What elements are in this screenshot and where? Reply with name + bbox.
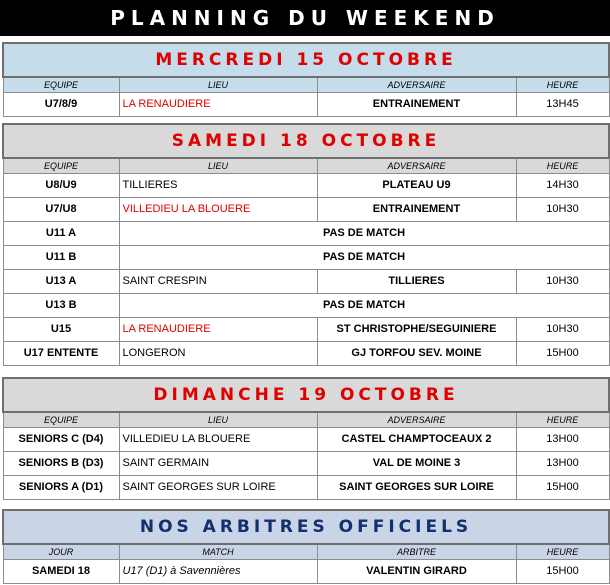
team-cell: U17 ENTENTE (3, 341, 119, 365)
table-row (3, 451, 609, 475)
sunday-table (2, 377, 610, 500)
team-cell: U13 A (3, 269, 119, 293)
time-cell: 15H00 (516, 475, 609, 499)
time-cell: 15H00 (516, 341, 609, 365)
header-heure: HEURE (516, 77, 609, 92)
day-title: SAMEDI 18 OCTOBRE (3, 124, 609, 158)
header-match: MATCH (119, 544, 317, 559)
header-lieu: LIEU (119, 77, 317, 92)
header-heure: HEURE (516, 412, 609, 427)
opponent-cell: GJ TORFOU SEV. MOINE (317, 341, 516, 365)
opponent-cell: SAINT GEORGES SUR LOIRE (317, 475, 516, 499)
day-header-row (3, 124, 609, 158)
header-jour: JOUR (3, 544, 119, 559)
team-cell: U11 B (3, 245, 119, 269)
time-cell: 15H00 (516, 559, 609, 583)
column-header-row (3, 412, 609, 427)
opponent-cell: VAL DE MOINE 3 (317, 451, 516, 475)
day-title: MERCREDI 15 OCTOBRE (3, 43, 609, 77)
table-row (3, 221, 609, 245)
opponent-cell: ST CHRISTOPHE/SEGUINIERE (317, 317, 516, 341)
team-cell: U15 (3, 317, 119, 341)
team-cell: U11 A (3, 221, 119, 245)
time-cell: 13H45 (516, 92, 609, 116)
place-cell: SAINT GERMAIN (119, 451, 317, 475)
day-header-row (3, 378, 609, 412)
place-cell: TILLIERES (119, 173, 317, 197)
place-cell: SAINT CRESPIN (119, 269, 317, 293)
place-cell: LA RENAUDIERE (119, 317, 317, 341)
header-adversaire: ADVERSAIRE (317, 77, 516, 92)
opponent-cell: CASTEL CHAMPTOCEAUX 2 (317, 427, 516, 451)
wednesday-table (2, 42, 610, 117)
header-equipe: EQUIPE (3, 77, 119, 92)
header-adversaire: ADVERSAIRE (317, 158, 516, 173)
referees-table (2, 509, 610, 584)
column-header-row (3, 77, 609, 92)
no-match-cell: PAS DE MATCH (119, 293, 609, 317)
table-row (3, 427, 609, 451)
saturday-table (2, 123, 610, 366)
team-cell: SENIORS A (D1) (3, 475, 119, 499)
header-adversaire: ADVERSAIRE (317, 412, 516, 427)
team-cell: SENIORS B (D3) (3, 451, 119, 475)
day-cell: SAMEDI 18 (3, 559, 119, 583)
table-row (3, 92, 609, 116)
time-cell: 10H30 (516, 197, 609, 221)
no-match-cell: PAS DE MATCH (119, 221, 609, 245)
table-row (3, 173, 609, 197)
time-cell: 14H30 (516, 173, 609, 197)
table-row (3, 245, 609, 269)
team-cell: SENIORS C (D4) (3, 427, 119, 451)
referees-title: NOS ARBITRES OFFICIELS (3, 510, 609, 544)
page-title: PLANNING DU WEEKEND (0, 0, 610, 36)
place-cell: SAINT GEORGES SUR LOIRE (119, 475, 317, 499)
table-row (3, 197, 609, 221)
column-header-row (3, 158, 609, 173)
opponent-cell: PLATEAU U9 (317, 173, 516, 197)
header-lieu: LIEU (119, 158, 317, 173)
match-cell: U17 (D1) à Savennières (119, 559, 317, 583)
time-cell: 10H30 (516, 269, 609, 293)
header-equipe: EQUIPE (3, 158, 119, 173)
team-cell: U7/8/9 (3, 92, 119, 116)
table-row (3, 341, 609, 365)
header-arbitre: ARBITRE (317, 544, 516, 559)
time-cell: 13H00 (516, 451, 609, 475)
table-row (3, 475, 609, 499)
table-row (3, 269, 609, 293)
place-cell: LONGERON (119, 341, 317, 365)
header-lieu: LIEU (119, 412, 317, 427)
place-cell: VILLEDIEU LA BLOUERE (119, 427, 317, 451)
opponent-cell: ENTRAINEMENT (317, 197, 516, 221)
day-header-row (3, 510, 609, 544)
time-cell: 13H00 (516, 427, 609, 451)
opponent-cell: TILLIERES (317, 269, 516, 293)
day-header-row (3, 43, 609, 77)
table-row (3, 559, 609, 583)
referee-cell: VALENTIN GIRARD (317, 559, 516, 583)
time-cell: 10H30 (516, 317, 609, 341)
no-match-cell: PAS DE MATCH (119, 245, 609, 269)
place-cell: VILLEDIEU LA BLOUERE (119, 197, 317, 221)
header-heure: HEURE (516, 158, 609, 173)
day-title: DIMANCHE 19 OCTOBRE (3, 378, 609, 412)
table-row (3, 317, 609, 341)
team-cell: U8/U9 (3, 173, 119, 197)
column-header-row (3, 544, 609, 559)
place-cell: LA RENAUDIERE (119, 92, 317, 116)
team-cell: U13 B (3, 293, 119, 317)
table-row (3, 293, 609, 317)
header-heure: HEURE (516, 544, 609, 559)
team-cell: U7/U8 (3, 197, 119, 221)
header-equipe: EQUIPE (3, 412, 119, 427)
opponent-cell: ENTRAINEMENT (317, 92, 516, 116)
